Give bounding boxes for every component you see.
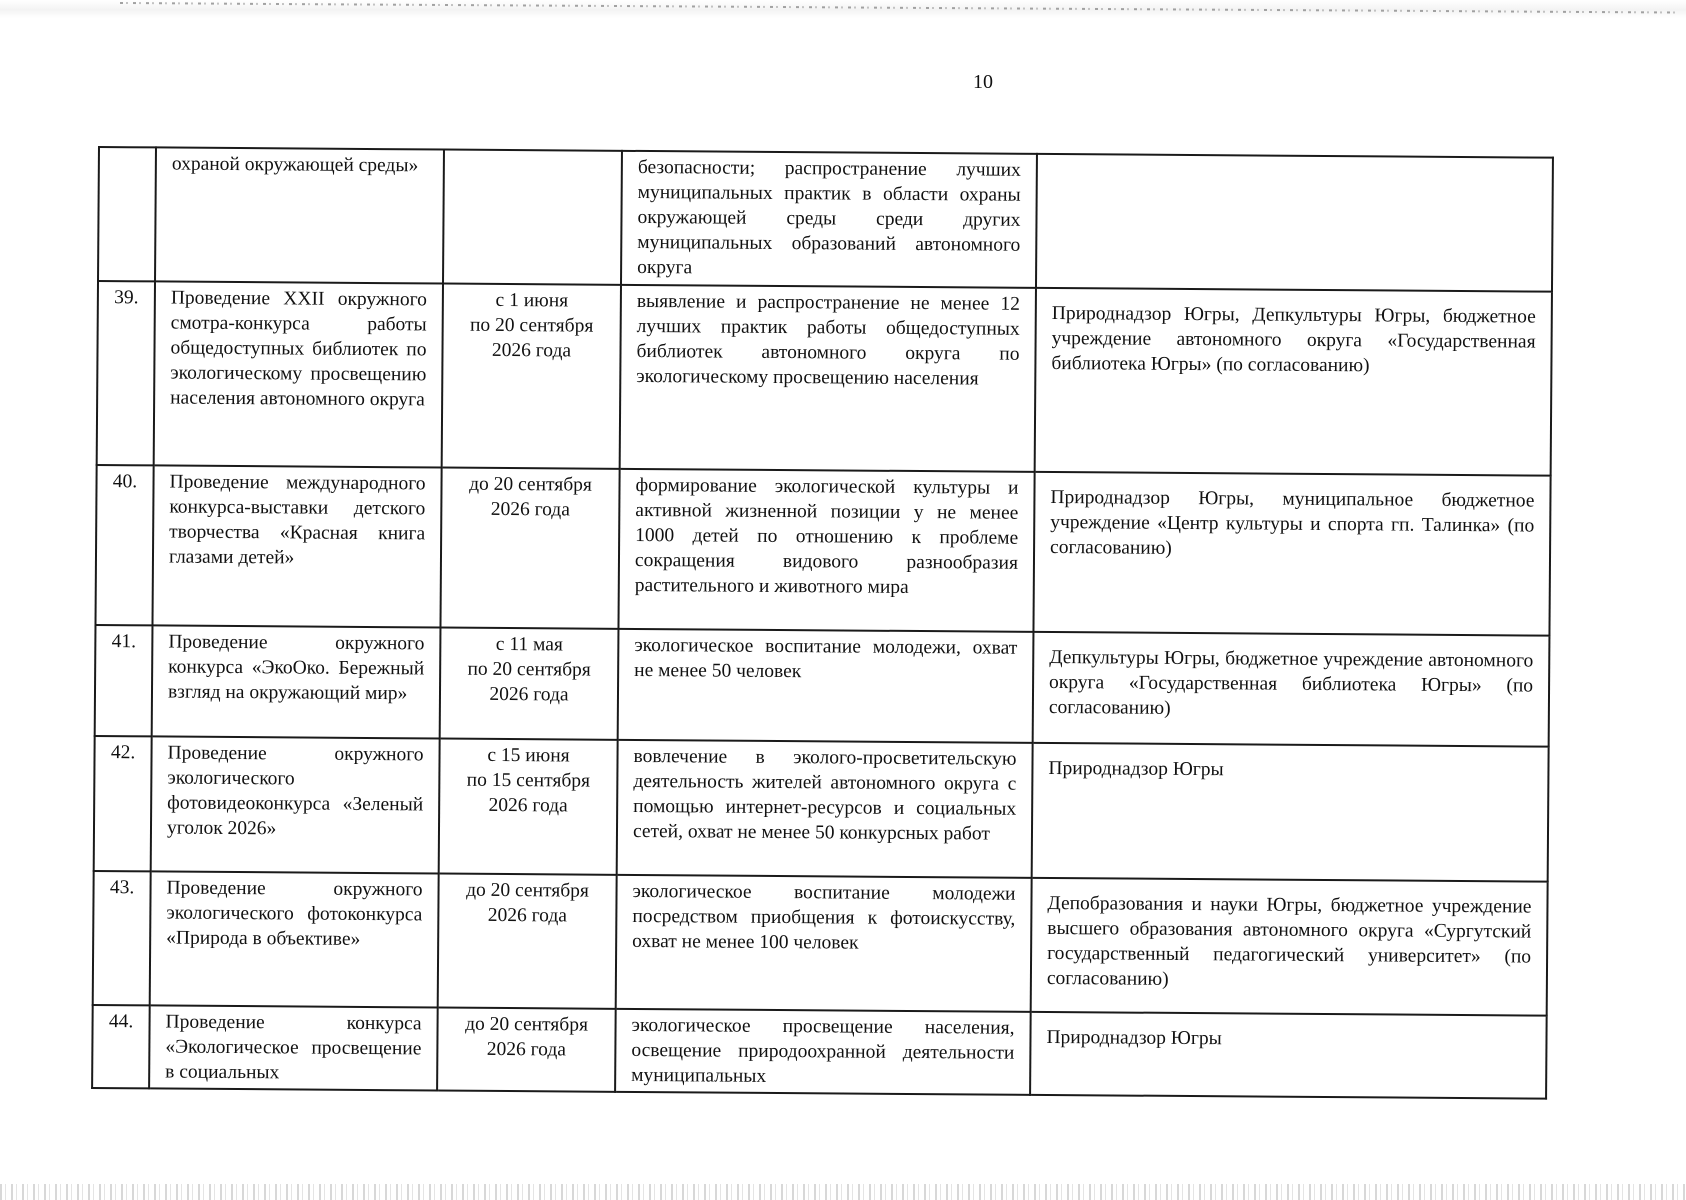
measures-table [91,146,1554,1100]
row-number-cell: 41. [95,625,153,736]
row-number-cell: 42. [94,736,152,871]
measures-table-container [91,146,1552,1100]
deadline-cell [443,150,622,285]
event-name-cell: Проведение окружного экологического фотоконкурса «Природа в объективе» [150,871,439,1007]
deadline-cell: с 1 июня по 20 сентября 2026 года [442,284,621,469]
event-name-cell: Проведение конкурса «Экологическое просвещение в социальных [149,1005,438,1090]
expected-result-cell: формирование экологической культуры и активной жизненной позиции у не менее 1000 детей по отношению к проблеме сокращения видового разнообразия растительного и животного мира [618,469,1034,632]
deadline-cell: до 20 сентября 2026 года [440,468,619,629]
table-row [95,625,1550,747]
expected-result-cell: выявление и распространение не менее 12 лучших практик работы общедоступных библиотек автономного округа по экологическому просвещению населения [620,285,1036,472]
page-number: 10 [973,71,993,93]
event-name-cell: Проведение международного конкурса-выставки детского творчества «Красная книга глазами детей» [152,465,441,627]
deadline-cell: до 20 сентября 2026 года [437,1008,616,1092]
event-name-cell: Проведение XXII окружного смотра-конкурса работы общедоступных библиотек по экологическому просвещению населения автономного округа [154,281,443,467]
responsible-cell: Природнадзор Югры, Депкультуры Югры, бюджетное учреждение автономного округа «Государственная библиотека Югры» (по согласованию) [1035,288,1552,476]
table-row [93,871,1548,1016]
expected-result-cell: экологическое воспитание молодежи посредством приобщения к фотоискусству, охват не менее 100 человек [616,875,1032,1012]
row-number-cell: 39. [97,281,155,465]
row-number-cell: 44. [92,1005,150,1088]
expected-result-cell: безопасности; распространение лучших муниципальных практик в области охраны окружающей среды среди других муниципальных образований автономного округа [621,151,1037,288]
expected-result-cell: экологическое просвещение населения, освещение природоохранной деятельности муниципальных [615,1009,1031,1095]
event-name-cell: Проведение окружного экологического фотовидеоконкурса «Зеленый уголок 2026» [151,736,440,873]
row-number-cell: 40. [95,465,153,625]
table-row [98,147,1553,292]
expected-result-cell: экологическое воспитание молодежи, охват не менее 50 человек [618,629,1034,743]
expected-result-cell: вовлечение в эколого-просветительскую деятельность жителей автономного округа с помощью интернет-ресурсов и социальных сетей, охват не менее 50 конкурсных работ [617,740,1033,878]
table-row [92,1005,1547,1099]
responsible-cell [1036,154,1553,292]
responsible-cell: Природнадзор Югры, муниципальное бюджетное учреждение «Центр культуры и спорта гп. Талинка» (по согласованию) [1033,472,1550,636]
table-row [94,736,1549,882]
event-name-cell: охраной окружающей среды» [155,147,444,283]
deadline-cell: с 15 июня по 15 сентября 2026 года [439,739,618,875]
responsible-cell: Депобразования и науки Югры, бюджетное учреждение высшего образования автономного округа «Сургутский государственный педагогический университет» (по согласованию) [1031,878,1548,1016]
deadline-cell: до 20 сентября 2026 года [438,874,617,1009]
table-row [97,281,1552,476]
responsible-cell: Природнадзор Югры [1032,743,1549,882]
scan-top-edge [0,0,1686,18]
table-row [95,465,1550,636]
deadline-cell: с 11 мая по 20 сентября 2026 года [440,628,619,740]
row-number-cell [98,147,156,281]
event-name-cell: Проведение окружного конкурса «ЭкоОко. Бережный взгляд на окружающий мир» [152,625,441,738]
row-number-cell: 43. [93,871,151,1005]
responsible-cell: Депкультуры Югры, бюджетное учреждение автономного округа «Государственная библиотека Югры» (по согласованию) [1033,632,1550,747]
scan-bottom-edge [0,1184,1686,1200]
responsible-cell: Природнадзор Югры [1030,1012,1547,1099]
